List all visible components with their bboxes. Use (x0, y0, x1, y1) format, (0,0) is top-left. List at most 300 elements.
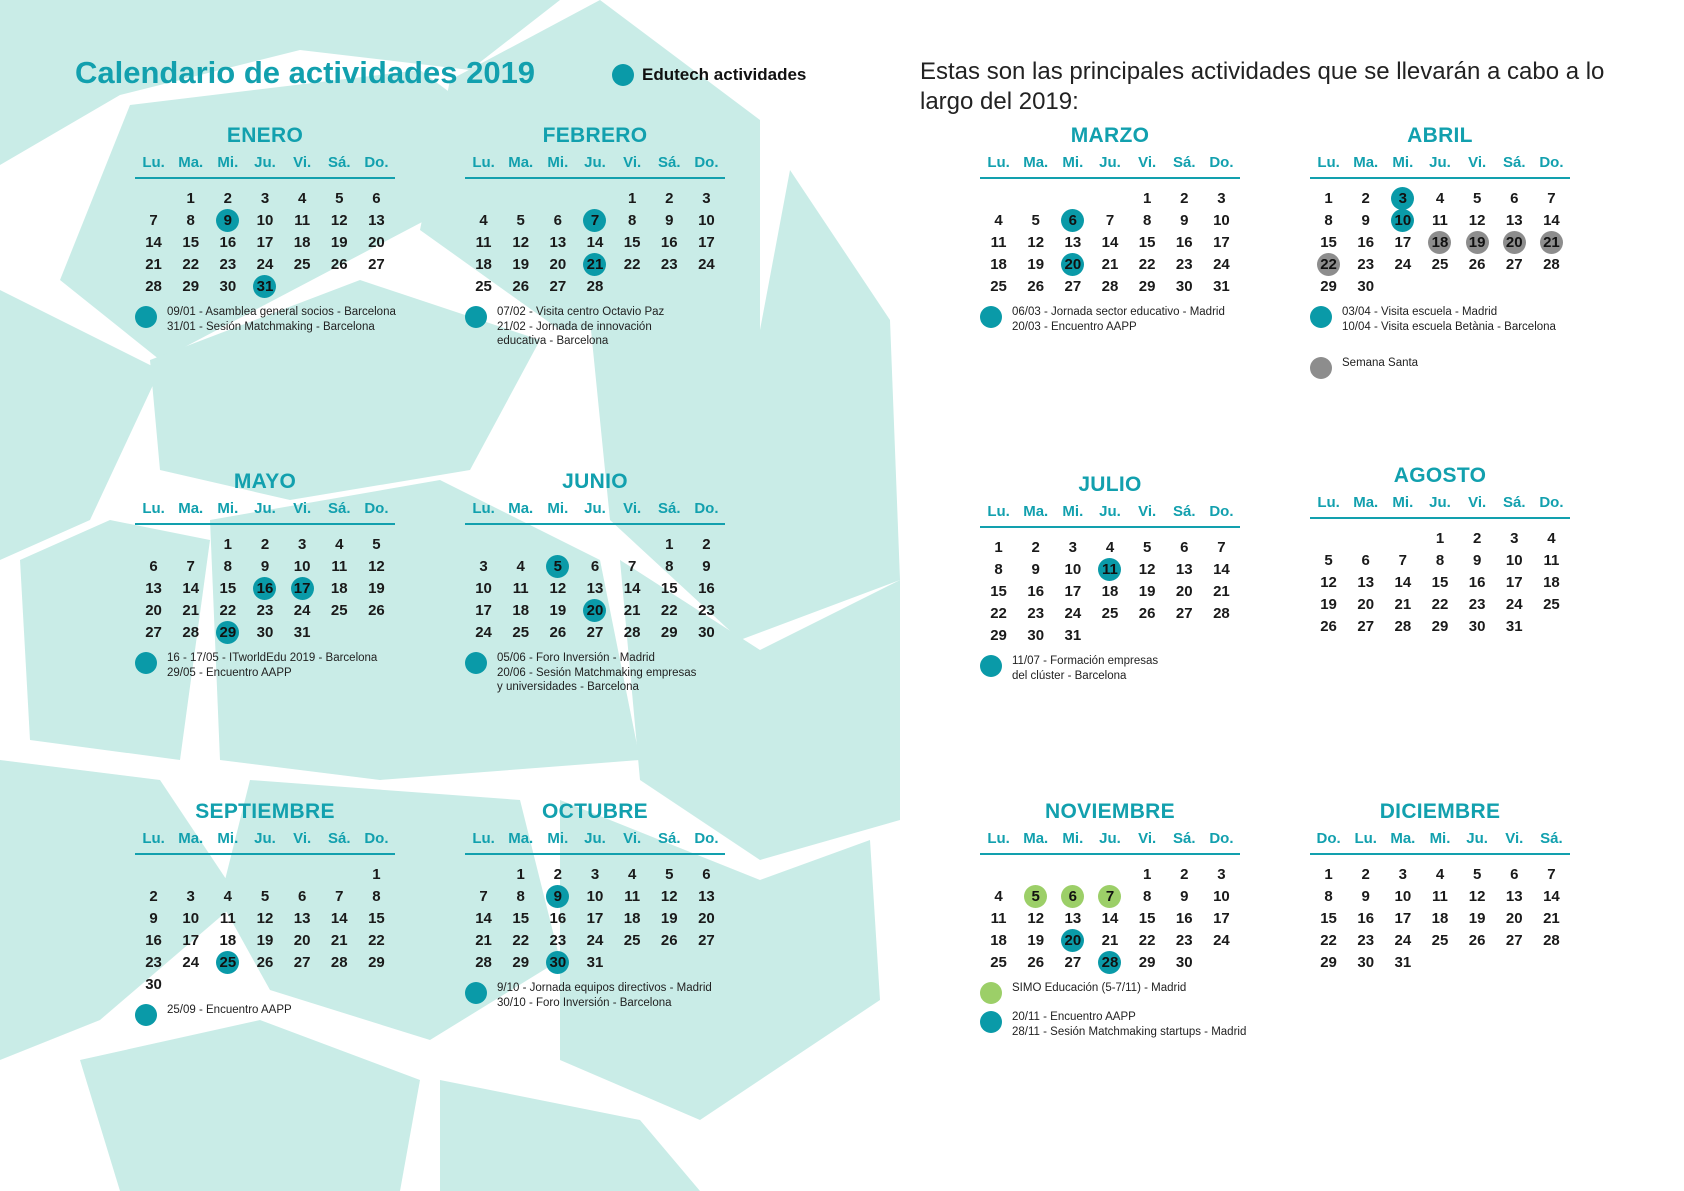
day-cell (209, 577, 246, 599)
day-number: 15 (990, 582, 1007, 600)
day-number: 25 (216, 951, 239, 974)
weekday-header (135, 830, 395, 855)
day-number: 30 (1175, 953, 1193, 971)
day-number: 27 (1064, 277, 1082, 295)
day-number: 11 (475, 233, 492, 251)
month-title: DICIEMBRE (1379, 800, 1501, 823)
day-number: 4 (335, 535, 344, 553)
weekday-header (465, 500, 725, 525)
day-number: 14 (475, 909, 492, 927)
day-cell-highlighted (1496, 231, 1533, 253)
day-number: 20 (583, 599, 606, 622)
note-teal-dot (135, 306, 157, 328)
day-number: 16 (219, 233, 237, 251)
day-cell (651, 555, 688, 577)
day-number: 15 (368, 909, 385, 927)
note-line: 28/11 - Sesión Matchmaking startups - Madrid (1012, 1025, 1247, 1038)
day-number: 10 (586, 887, 604, 905)
weekday-label: Sá. (658, 500, 681, 517)
day-cell (1459, 885, 1496, 907)
day-number: 22 (1138, 931, 1156, 949)
weekday-label: Lu. (987, 154, 1010, 171)
day-number: 19 (368, 579, 385, 597)
weekday-header (465, 830, 725, 855)
day-cell (1310, 275, 1347, 297)
weekday-label: Ma. (508, 500, 534, 517)
weekday-label: Ma. (178, 830, 204, 847)
day-number: 24 (1064, 604, 1082, 622)
weekday-label: Vi. (1138, 154, 1157, 171)
weekday-label: Do. (1209, 154, 1234, 171)
note-teal-dot (980, 1011, 1002, 1033)
day-cell (1054, 275, 1091, 297)
weekday-label: Ma. (1023, 830, 1049, 847)
note-line: 21/02 - Jornada de innovación (497, 320, 652, 333)
day-cell (1421, 571, 1458, 593)
day-cell (1203, 885, 1240, 907)
day-cell (1496, 885, 1533, 907)
day-cell (172, 555, 209, 577)
day-number: 21 (1543, 909, 1560, 927)
day-cell (1129, 951, 1166, 973)
day-number: 31 (1064, 626, 1082, 644)
day-cell (1533, 593, 1570, 615)
day-number: 20 (145, 601, 162, 619)
day-cell (284, 187, 321, 209)
note-text (1342, 356, 1418, 371)
day-number: 26 (368, 601, 385, 619)
day-cell (1347, 863, 1384, 885)
day-number: 23 (549, 931, 567, 949)
weekday-label: Do. (364, 830, 389, 847)
day-number: 7 (335, 887, 344, 905)
day-number: 8 (1324, 887, 1333, 905)
day-number: 7 (1098, 885, 1121, 908)
day-number: 19 (660, 909, 678, 927)
day-cell (651, 885, 688, 907)
day-number: 5 (1142, 538, 1152, 556)
day-cell (980, 536, 1017, 558)
day-number: 25 (623, 931, 641, 949)
day-cell (1310, 187, 1347, 209)
day-number: 22 (1320, 931, 1337, 949)
day-number: 27 (586, 623, 604, 641)
day-cell (1017, 929, 1054, 951)
day-cell (1310, 593, 1347, 615)
day-number: 18 (219, 931, 237, 949)
day-number: 15 (182, 233, 200, 251)
day-number: 17 (1213, 233, 1230, 251)
day-number: 26 (1320, 617, 1337, 635)
day-cell (1384, 253, 1421, 275)
day-number: 8 (1324, 211, 1333, 229)
day-number: 24 (1213, 931, 1230, 949)
day-cell (980, 929, 1017, 951)
day-cell (1017, 275, 1054, 297)
day-number: 26 (1468, 931, 1486, 949)
day-number: 6 (590, 557, 600, 575)
day-cell (1533, 863, 1570, 885)
day-number: 24 (475, 623, 492, 641)
day-cell (321, 533, 358, 555)
day-number: 20 (698, 909, 715, 927)
day-cell (576, 907, 613, 929)
weekday-label: Ma. (1353, 154, 1379, 171)
day-number: 13 (1505, 887, 1523, 905)
weekday-label: Sá. (658, 830, 681, 847)
day-cell-highlighted (1091, 558, 1128, 580)
day-number: 15 (512, 909, 530, 927)
day-cell (539, 863, 576, 885)
day-number: 16 (1175, 233, 1193, 251)
day-number: 12 (330, 211, 348, 229)
day-cell (172, 577, 209, 599)
note-line: 09/01 - Asamblea general socios - Barcelona (167, 306, 396, 318)
day-grid (465, 533, 725, 643)
day-empty (1384, 527, 1421, 549)
day-number: 14 (1101, 909, 1119, 927)
day-cell (614, 209, 651, 231)
month-title: ENERO (226, 124, 304, 147)
day-empty (539, 533, 576, 555)
day-cell (539, 907, 576, 929)
month-title: MAYO (233, 470, 297, 493)
note-line: 31/01 - Sesión Matchmaking - Barcelona (167, 320, 375, 333)
day-cell (614, 863, 651, 885)
day-number: 19 (1138, 582, 1156, 600)
day-number: 22 (368, 931, 385, 949)
day-number: 8 (665, 557, 674, 575)
day-cell (1384, 231, 1421, 253)
day-cell (1459, 549, 1496, 571)
note-line: 30/10 - Foro Inversión - Barcelona (497, 996, 672, 1009)
day-empty (465, 533, 502, 555)
day-number: 24 (256, 255, 274, 273)
day-number: 25 (990, 277, 1007, 295)
day-cell (1203, 536, 1240, 558)
day-grid (980, 863, 1240, 973)
day-number: 12 (1320, 573, 1337, 591)
day-cell (651, 621, 688, 643)
day-number: 26 (1027, 277, 1045, 295)
weekday-label: Ma. (1353, 494, 1379, 511)
month-junio (465, 470, 725, 695)
day-number: 22 (182, 255, 200, 273)
weekday-label: Do. (1209, 830, 1234, 847)
day-cell (1459, 209, 1496, 231)
weekday-label: Ma. (1023, 503, 1049, 520)
day-cell (576, 555, 613, 577)
day-cell (688, 599, 725, 621)
day-empty (1017, 187, 1054, 209)
day-cell (209, 187, 246, 209)
day-number: 28 (330, 953, 348, 971)
day-cell (1384, 929, 1421, 951)
day-number: 6 (297, 887, 307, 905)
day-cell (576, 231, 613, 253)
day-number: 9 (702, 557, 711, 575)
day-cell (1459, 615, 1496, 637)
day-cell (135, 951, 172, 973)
day-cell-highlighted (209, 951, 246, 973)
day-number: 4 (1105, 538, 1115, 556)
day-cell (246, 533, 283, 555)
weekday-label: Vi. (1138, 503, 1157, 520)
day-cell-highlighted (1310, 253, 1347, 275)
day-number: 8 (1142, 211, 1152, 229)
day-number: 19 (512, 255, 530, 273)
day-cell (1129, 602, 1166, 624)
day-cell (1310, 209, 1347, 231)
day-cell (502, 577, 539, 599)
day-cell (614, 621, 651, 643)
month-septiembre (135, 800, 395, 1026)
day-number: 24 (1394, 931, 1412, 949)
note-teal-dot (465, 652, 487, 674)
day-grid (980, 536, 1240, 646)
day-number: 9 (665, 211, 674, 229)
day-number: 1 (994, 538, 1003, 556)
weekday-label: Vi. (293, 500, 312, 517)
day-cell (614, 187, 651, 209)
day-number: 30 (219, 277, 237, 295)
day-cell (614, 577, 651, 599)
day-grid (1310, 527, 1570, 637)
day-number: 19 (1027, 255, 1045, 273)
day-number: 14 (623, 579, 641, 597)
legend (612, 64, 806, 86)
note-teal-dot (980, 655, 1002, 677)
day-number: 17 (256, 233, 274, 251)
day-cell (1129, 907, 1166, 929)
weekday-label: Mi. (547, 154, 569, 171)
day-cell (614, 885, 651, 907)
day-cell-highlighted (1384, 187, 1421, 209)
day-cell-highlighted (1054, 885, 1091, 907)
day-cell (172, 621, 209, 643)
day-cell-highlighted (539, 885, 576, 907)
day-cell (651, 209, 688, 231)
day-cell (1203, 209, 1240, 231)
day-cell-highlighted (1421, 231, 1458, 253)
day-number: 4 (994, 887, 1003, 905)
weekday-label: Sá. (1173, 154, 1196, 171)
day-number: 13 (1064, 233, 1082, 251)
day-cell (1347, 549, 1384, 571)
day-cell (284, 533, 321, 555)
day-number: 19 (330, 233, 348, 251)
day-cell (284, 907, 321, 929)
day-number: 9 (260, 557, 270, 575)
day-cell (980, 253, 1017, 275)
day-number: 14 (1101, 233, 1119, 251)
day-number: 14 (1394, 573, 1412, 591)
day-number: 7 (1217, 538, 1226, 556)
day-cell-highlighted (246, 577, 283, 599)
day-cell (465, 555, 502, 577)
month-title: AGOSTO (1393, 464, 1487, 487)
day-grid (1310, 863, 1570, 973)
day-cell (1459, 863, 1496, 885)
day-cell (172, 929, 209, 951)
day-number: 29 (1320, 953, 1337, 971)
day-cell (1421, 863, 1458, 885)
weekday-label: Vi. (1468, 154, 1487, 171)
day-cell (246, 621, 283, 643)
day-number: 6 (1510, 865, 1519, 883)
day-number: 25 (1431, 255, 1449, 273)
day-cell (688, 187, 725, 209)
day-number: 3 (297, 535, 307, 553)
day-number: 27 (1175, 604, 1193, 622)
day-number: 29 (182, 277, 200, 295)
weekday-header (135, 500, 395, 525)
month-title: FEBRERO (542, 124, 648, 147)
day-empty (246, 863, 283, 885)
day-cell (1129, 929, 1166, 951)
day-number: 2 (1180, 865, 1189, 883)
day-number: 18 (475, 255, 492, 273)
day-number: 15 (1138, 909, 1156, 927)
month-diciembre (1310, 800, 1570, 973)
weekday-label: Do. (364, 154, 389, 171)
day-number: 7 (627, 557, 637, 575)
day-cell (1166, 951, 1203, 973)
day-number: 30 (1468, 617, 1486, 635)
day-cell-highlighted (1017, 885, 1054, 907)
day-number: 22 (623, 255, 641, 273)
weekday-label: Lu. (142, 154, 165, 171)
day-cell-highlighted (1054, 253, 1091, 275)
day-cell (321, 885, 358, 907)
day-number: 5 (516, 211, 525, 229)
day-cell (465, 951, 502, 973)
day-cell (284, 929, 321, 951)
day-empty (980, 863, 1017, 885)
day-number: 25 (990, 953, 1007, 971)
day-number: 13 (1175, 560, 1193, 578)
day-number: 4 (297, 189, 307, 207)
day-number: 13 (549, 233, 567, 251)
note-line: 07/02 - Visita centro Octavio Paz (497, 306, 665, 318)
day-number: 2 (149, 887, 158, 905)
note-line: 25/09 - Encuentro AAPP (167, 1004, 292, 1016)
day-cell (1347, 615, 1384, 637)
day-cell (651, 253, 688, 275)
day-cell-highlighted (1533, 231, 1570, 253)
day-grid (1310, 187, 1570, 297)
day-cell (1091, 209, 1128, 231)
day-number: 11 (624, 887, 641, 905)
day-number: 8 (223, 557, 233, 575)
day-cell (135, 621, 172, 643)
day-number: 6 (372, 189, 381, 207)
day-number: 27 (145, 623, 162, 641)
day-empty (135, 187, 172, 209)
day-cell (1017, 558, 1054, 580)
day-cell (1091, 580, 1128, 602)
day-number: 21 (330, 931, 348, 949)
day-number: 30 (1357, 953, 1375, 971)
day-cell (980, 231, 1017, 253)
day-number: 31 (293, 623, 311, 641)
day-cell-highlighted (284, 577, 321, 599)
weekday-header (980, 503, 1240, 528)
day-cell (1347, 253, 1384, 275)
day-number: 12 (512, 233, 530, 251)
weekday-label: Lu. (142, 500, 165, 517)
day-number: 29 (512, 953, 530, 971)
day-cell (1421, 593, 1458, 615)
day-cell (1421, 929, 1458, 951)
day-number: 6 (1510, 189, 1519, 207)
day-cell (502, 907, 539, 929)
day-number: 8 (186, 211, 195, 229)
day-number: 22 (1138, 255, 1156, 273)
day-number: 25 (512, 623, 530, 641)
day-number: 9 (1180, 887, 1189, 905)
day-cell-highlighted (576, 209, 613, 231)
day-number: 29 (1431, 617, 1449, 635)
day-number: 14 (1543, 887, 1560, 905)
day-cell (539, 209, 576, 231)
day-empty (465, 863, 502, 885)
day-cell (209, 599, 246, 621)
event-notes (980, 654, 1240, 683)
day-number: 27 (1505, 931, 1523, 949)
day-cell (688, 929, 725, 951)
day-number: 28 (475, 953, 492, 971)
note-text (167, 1003, 292, 1018)
day-number: 3 (1510, 529, 1519, 547)
day-number: 6 (1361, 551, 1370, 569)
day-number: 2 (553, 865, 563, 883)
note-line: 05/06 - Foro Inversión - Madrid (497, 652, 655, 664)
day-cell (246, 907, 283, 929)
day-number: 21 (475, 931, 492, 949)
day-cell (172, 907, 209, 929)
month-title: ABRIL (1407, 124, 1473, 147)
day-number: 19 (1466, 231, 1489, 254)
weekday-header (980, 154, 1240, 179)
day-cell (1017, 602, 1054, 624)
day-cell (1017, 907, 1054, 929)
day-number: 7 (149, 211, 158, 229)
note-teal-dot (980, 306, 1002, 328)
day-cell (1203, 580, 1240, 602)
day-cell (135, 209, 172, 231)
day-cell (465, 209, 502, 231)
day-cell (1421, 885, 1458, 907)
day-number: 6 (702, 865, 711, 883)
day-number: 7 (1547, 865, 1556, 883)
day-cell (1129, 209, 1166, 231)
day-cell (1347, 231, 1384, 253)
day-number: 11 (990, 233, 1007, 251)
day-number: 17 (1064, 582, 1082, 600)
day-cell (1496, 549, 1533, 571)
day-cell (651, 929, 688, 951)
day-empty (980, 187, 1017, 209)
day-cell (1459, 527, 1496, 549)
day-cell (135, 555, 172, 577)
day-cell (284, 951, 321, 973)
day-cell (172, 187, 209, 209)
month-mayo (135, 470, 395, 680)
day-cell (1017, 209, 1054, 231)
day-cell (1384, 549, 1421, 571)
day-number: 18 (990, 255, 1007, 273)
